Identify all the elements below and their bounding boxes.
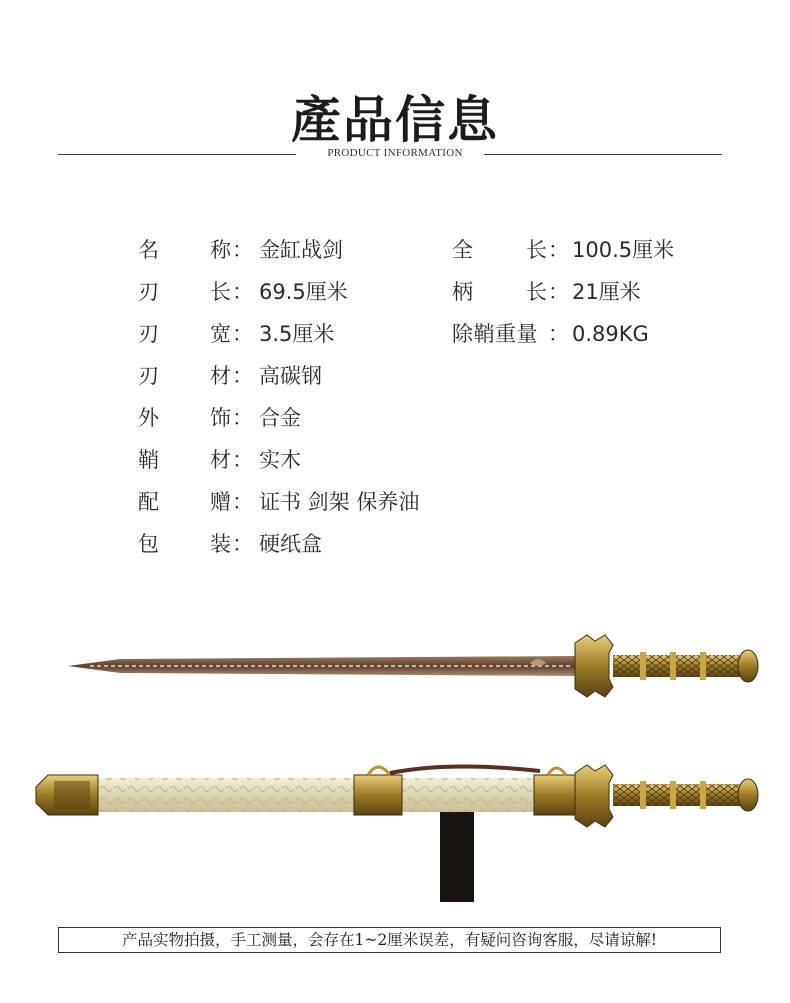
spec-label-char: 刃 — [138, 280, 159, 304]
spec-label-char: 长 — [526, 238, 547, 262]
spec-label-char: 名 — [138, 238, 159, 262]
spec-label-char: 外 — [138, 406, 159, 430]
spec-label-char: 长 — [526, 280, 547, 304]
spec-value: 高碳钢 — [259, 364, 322, 388]
spec-value: 硬纸盒 — [259, 532, 322, 556]
spec-label-char: 鞘 — [138, 448, 159, 472]
sword-illustrations — [0, 615, 790, 915]
spec-label-char: 刃 — [138, 364, 159, 388]
spec-label-char: 饰 — [210, 406, 231, 430]
sword-in-scabbard-image — [36, 765, 758, 902]
spec-separator: ： — [232, 322, 253, 346]
spec-label-char: 柄 — [452, 280, 473, 304]
spec-value: 实木 — [259, 448, 301, 472]
spec-separator: ： — [232, 280, 253, 304]
spec-label-char: 赠 — [210, 490, 231, 514]
spec-separator: ： — [548, 280, 569, 304]
spec-label-char: 宽 — [210, 322, 231, 346]
disclaimer-note — [58, 927, 721, 953]
spec-label-char: 包 — [138, 532, 159, 556]
page-subtitle: PRODUCT INFORMATION — [327, 147, 463, 159]
sword-blade-image — [68, 635, 758, 697]
spec-separator: ： — [232, 364, 253, 388]
spec-value: 69.5厘米 — [259, 280, 348, 304]
spec-value: 3.5厘米 — [259, 322, 335, 346]
spec-value: 金缸战剑 — [259, 238, 343, 262]
spec-label-char: 全 — [452, 238, 473, 262]
spec-label-char: 装 — [210, 532, 231, 556]
spec-label-char: 材 — [210, 364, 231, 388]
spec-label-char: 材 — [210, 448, 231, 472]
spec-value: 证书 剑架 保养油 — [259, 490, 420, 514]
spec-label-char: 刃 — [138, 322, 159, 346]
spec-value: 100.5厘米 — [572, 238, 675, 262]
spec-separator: ： — [232, 406, 253, 430]
spec-label-char: 配 — [138, 490, 159, 514]
spec-separator: ： — [232, 532, 253, 556]
spec-separator: ： — [232, 448, 253, 472]
title-rule-right — [484, 154, 722, 155]
spec-label-char: 长 — [210, 280, 231, 304]
disclaimer-text: 产品实物拍摄，手工测量，会存在1~2厘米误差，有疑问咨询客服，尽请谅解! — [122, 931, 657, 949]
spec-separator: ： — [232, 238, 253, 262]
spec-label-char: 称 — [210, 238, 231, 262]
spec-value: 21厘米 — [572, 280, 641, 304]
spec-value: 合金 — [259, 406, 301, 430]
spec-value: 0.89KG — [572, 322, 649, 346]
spec-separator: ： — [232, 490, 253, 514]
spec-separator: ： — [548, 238, 569, 262]
page-title: 產品信息 — [291, 90, 499, 149]
spec-separator: ： — [548, 322, 569, 346]
spec-label: 除鞘重量 — [452, 322, 538, 346]
